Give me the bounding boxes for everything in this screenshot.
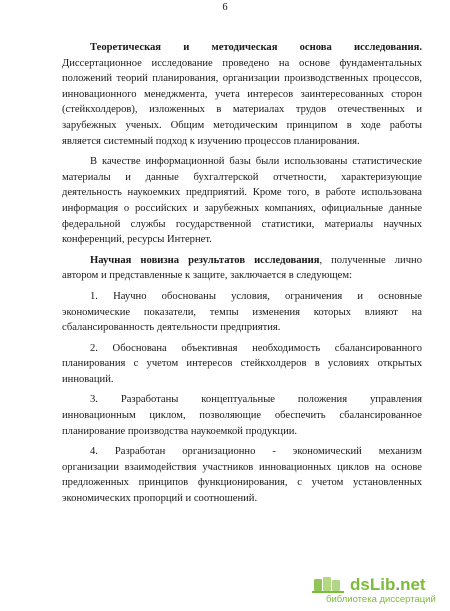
paragraph-2-line-2: материалы и данные бухгалтерской отчетности, характеризующие	[62, 171, 422, 183]
document-body	[62, 40, 422, 507]
item-2-line-2: планирования с учетом интересов стейкхолдеров в условиях открытых	[62, 358, 422, 370]
paragraph-3-lead-rest: , полученные лично	[319, 254, 423, 266]
paragraph-2-line-4: информация о российских и зарубежных компаниях, официальные данные	[62, 202, 422, 214]
item-1-line-2: экономические показатели, темпы изменения которых влияют на	[62, 306, 422, 318]
section-heading-novelty: Научная новизна результатов исследования	[90, 254, 320, 266]
paragraph-2-line-3: деятельность наукоемких предприятий. Кроме того, в работе использована	[62, 187, 422, 199]
dslib-logo-icon	[312, 575, 348, 595]
paragraph-1-line-1: Диссертационное исследование проведено на основе фундаментальных	[62, 57, 422, 69]
paragraph-1-line-5: зарубежных ученых. Общим методическим принципом в ходе работы	[62, 119, 422, 131]
paragraph-1-line-2: положений теорий планирования, организации производственных процессов,	[62, 73, 422, 85]
section-heading-basis: Теоретическая и методическая основа исследования.	[90, 42, 422, 53]
paragraph-2-line-5: федеральной службы государственной статистики, материалы научных	[62, 218, 422, 230]
watermark-subtitle: библиотека диссертаций	[326, 594, 436, 605]
paragraph-2-line-1: В качестве информационной базы были использованы статистические	[90, 156, 422, 168]
item-4-line-4: экономических пропорций и соотношений.	[62, 493, 258, 505]
item-2-line-3: инноваций.	[62, 373, 114, 385]
item-1-line-1: 1. Научно обоснованы условия, ограничения и основные	[90, 290, 422, 302]
item-4-line-3: предложенных принципов функционирования, с учетом установленных	[62, 477, 422, 489]
paragraph-3-line-1: автором и представленные к защите, заключается в следующем:	[62, 270, 353, 282]
page-number: 6	[222, 2, 228, 13]
paragraph-3-line-0	[62, 253, 422, 269]
paragraph-1-line-0	[62, 40, 422, 56]
paragraph-1-line-6: является системный подход к изучению процессов планирования.	[62, 135, 360, 147]
item-3-line-3: планирование производства наукоемкой продукции.	[62, 425, 298, 437]
item-2-line-1: 2. Обоснована объективная необходимость сбалансированного	[90, 342, 422, 354]
paragraph-1-line-3: инновационного менеджмента, учета интересов заинтересованных сторон	[62, 88, 422, 100]
item-3-line-1: 3. Разработаны концептуальные положения управления	[90, 394, 422, 406]
item-4-line-2: организации взаимодействия участников инновационных циклов на основе	[62, 461, 422, 473]
paragraph-1-line-4: (стейкхолдеров), изложенных в материалах трудов отечественных и	[62, 104, 422, 116]
paragraph-2-line-6: конференций, ресурсы Интернет.	[62, 234, 212, 246]
item-4-line-1: 4. Разработан организационно - экономический механизм	[90, 446, 422, 458]
watermark-brand: dsLib.net	[350, 575, 426, 594]
dslib-watermark[interactable]	[310, 575, 440, 605]
item-1-line-3: сбалансированность деятельности предприятия.	[62, 322, 281, 334]
item-3-line-2: инновационным циклом, позволяющие обеспечить сбалансированное	[62, 410, 422, 422]
